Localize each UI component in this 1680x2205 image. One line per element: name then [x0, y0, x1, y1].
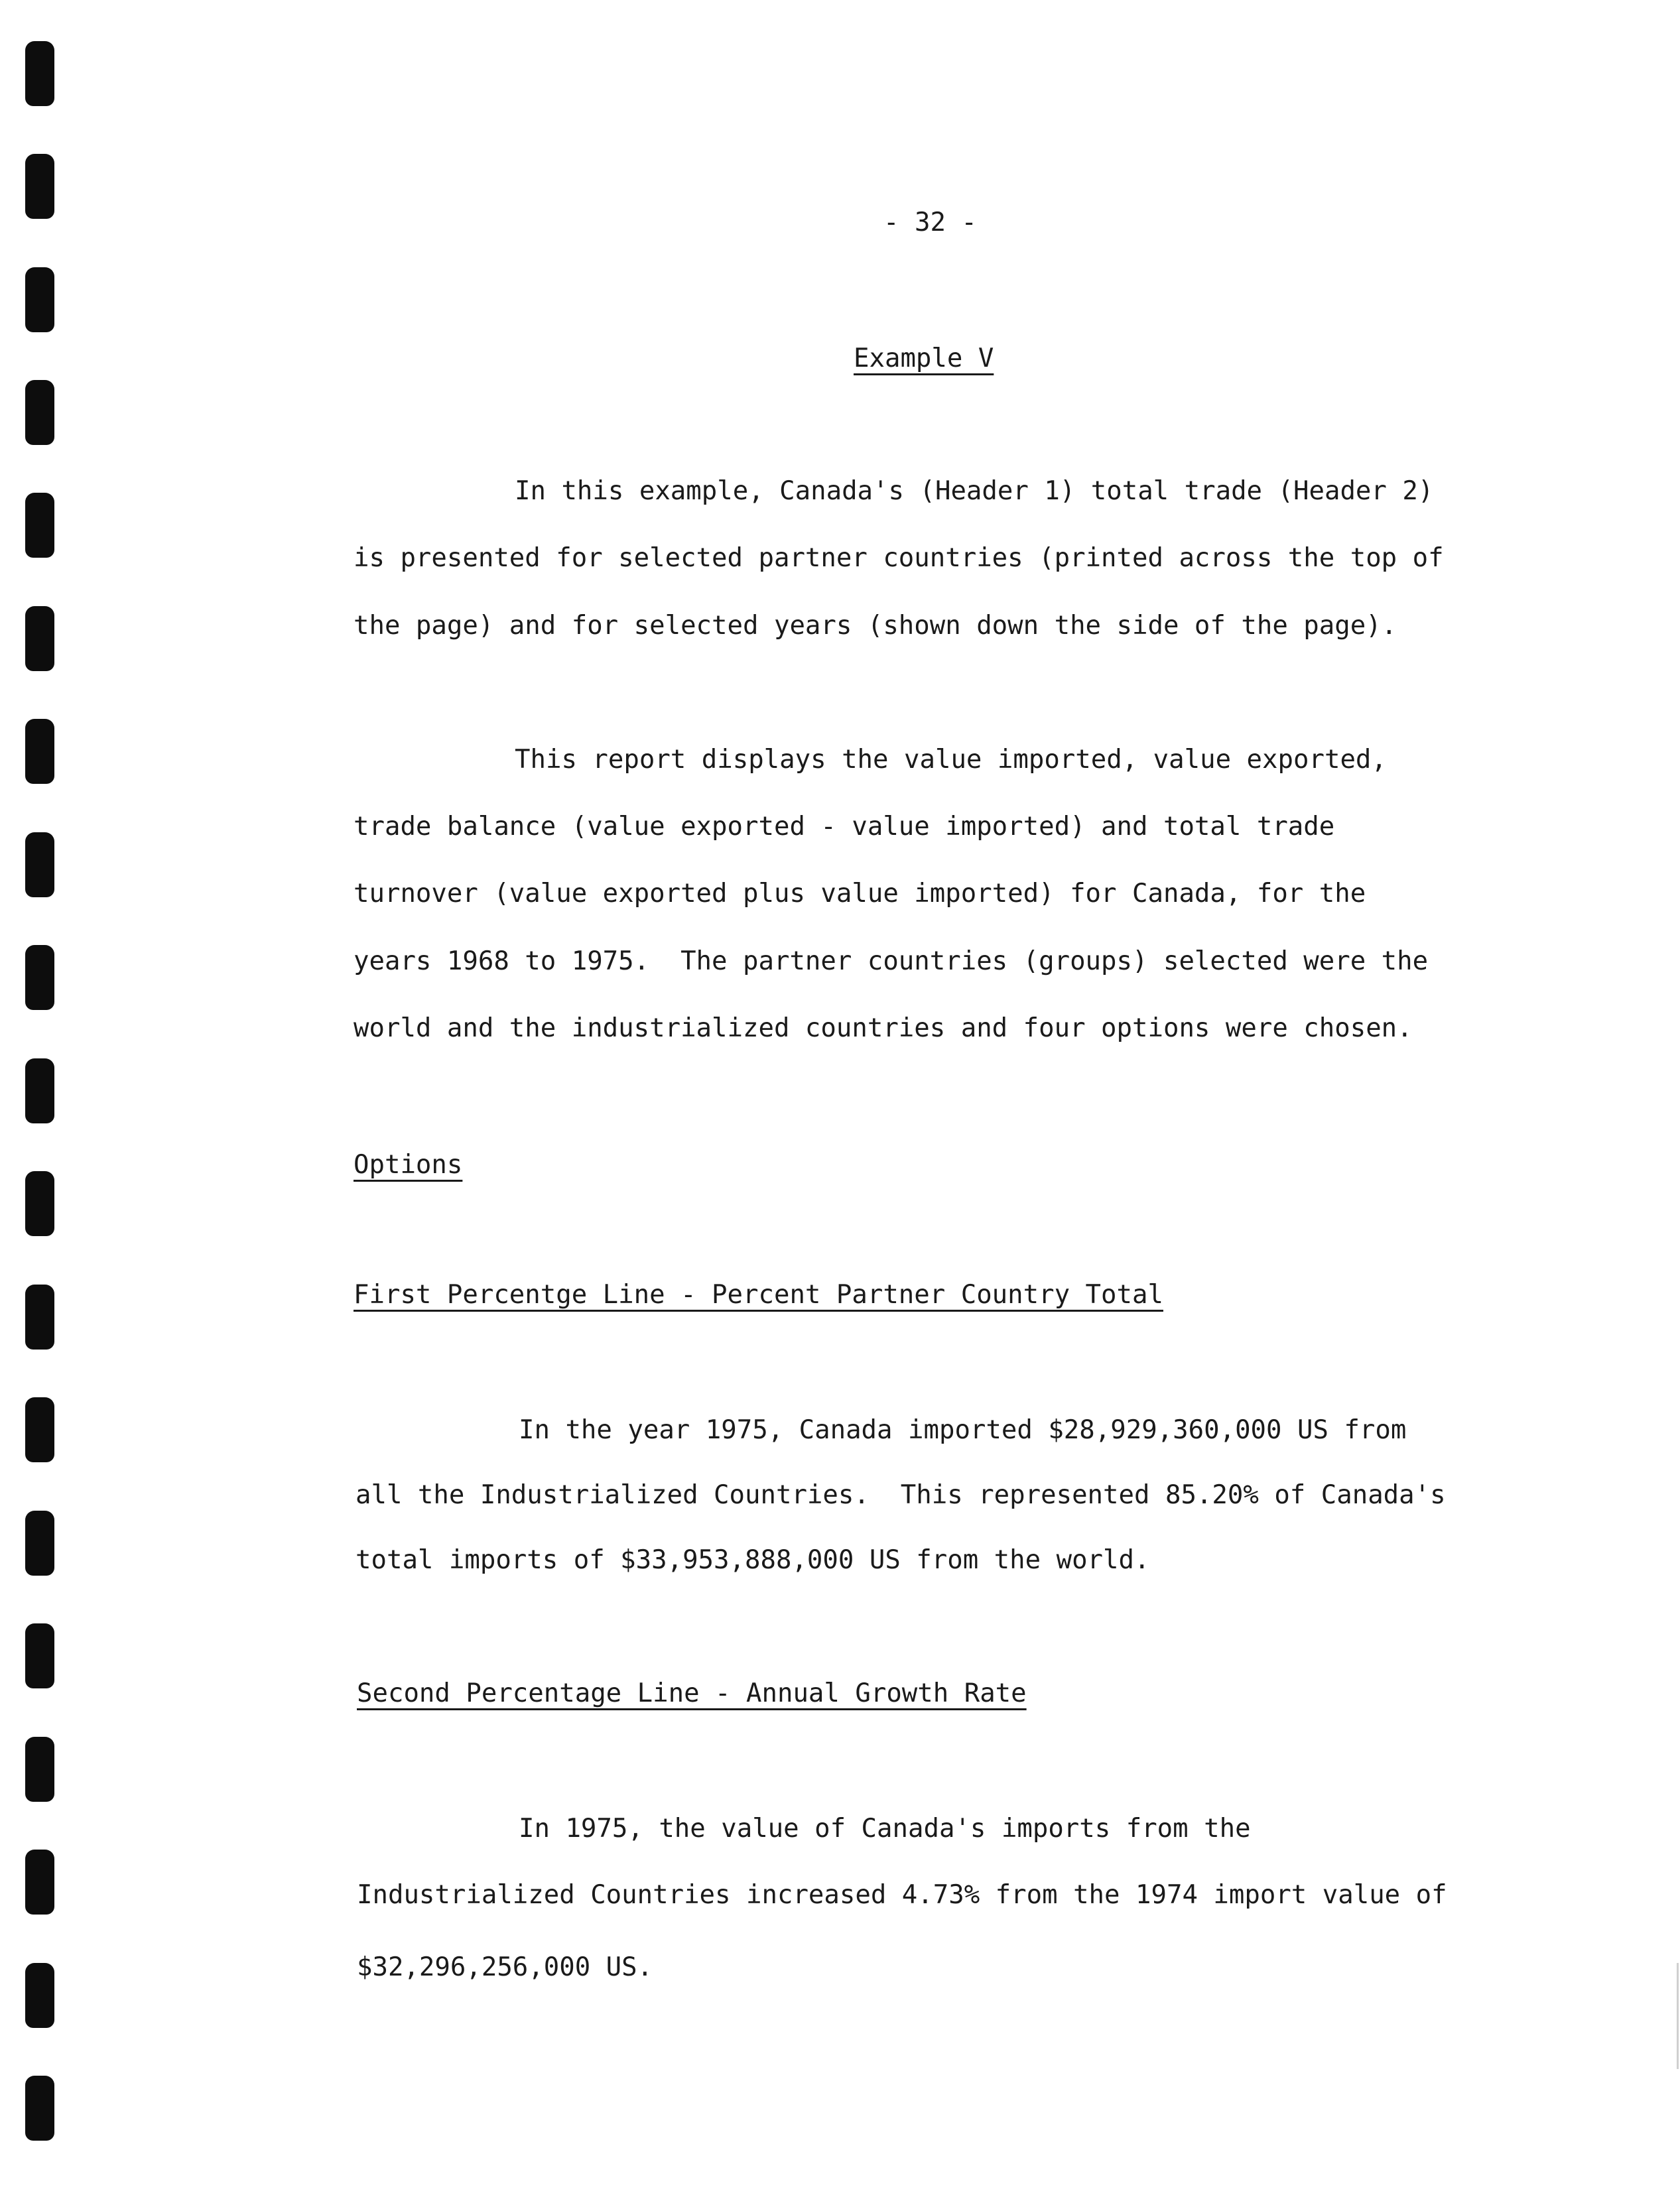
paragraph-2-line: turnover (value exported plus value imported) for Canada, for the [354, 879, 1366, 909]
paragraph-1-line: In this example, Canada's (Header 1) total trade (Header 2) [515, 476, 1434, 506]
binder-hole [25, 493, 54, 558]
section-2-line: In 1975, the value of Canada's imports from the [519, 1814, 1251, 1844]
paragraph-1-line: the page) and for selected years (shown down the side of the page). [354, 611, 1397, 641]
section-1-line: In the year 1975, Canada imported $28,929,360,000 US from [519, 1415, 1407, 1445]
binder-hole [25, 945, 54, 1010]
options-heading: Options [354, 1150, 463, 1180]
binder-hole [25, 1397, 54, 1462]
section-2-line: $32,296,256,000 US. [357, 1952, 653, 1982]
paragraph-1-line: is presented for selected partner countries (printed across the top of [354, 543, 1444, 573]
binder-hole [25, 719, 54, 784]
binder-hole [25, 267, 54, 332]
section-2-line: Industrialized Countries increased 4.73% from the 1974 import value of [357, 1880, 1447, 1910]
binder-hole [25, 380, 54, 445]
page-title: Example V [854, 344, 994, 373]
binder-hole [25, 1511, 54, 1576]
binder-hole [25, 606, 54, 671]
binder-hole [25, 1963, 54, 2028]
paragraph-2-line: world and the industrialized countries and four options were chosen. [354, 1013, 1413, 1043]
section-1-line: total imports of $33,953,888,000 US from the world. [355, 1545, 1150, 1575]
section-2-heading: Second Percentage Line - Annual Growth Rate [357, 1678, 1027, 1708]
binder-hole [25, 1285, 54, 1350]
binder-hole [25, 1171, 54, 1236]
binder-hole [25, 154, 54, 219]
paragraph-2-line: This report displays the value imported, value exported, [515, 745, 1387, 775]
section-1-line: all the Industrialized Countries. This represented 85.20% of Canada's [355, 1480, 1446, 1510]
binder-hole [25, 1737, 54, 1802]
scan-edge-mark [1677, 1963, 1679, 2069]
paragraph-2-line: trade balance (value exported - value imported) and total trade [354, 812, 1335, 842]
binder-hole [25, 2076, 54, 2141]
paragraph-2-line: years 1968 to 1975. The partner countries (groups) selected were the [354, 946, 1429, 976]
binder-hole [25, 1850, 54, 1915]
section-1-heading: First Percentge Line - Percent Partner Country Total [354, 1280, 1163, 1310]
binder-hole [25, 41, 54, 106]
binder-hole [25, 1623, 54, 1688]
binder-hole [25, 1058, 54, 1123]
binder-hole [25, 832, 54, 897]
page-number: - 32 - [883, 208, 977, 237]
